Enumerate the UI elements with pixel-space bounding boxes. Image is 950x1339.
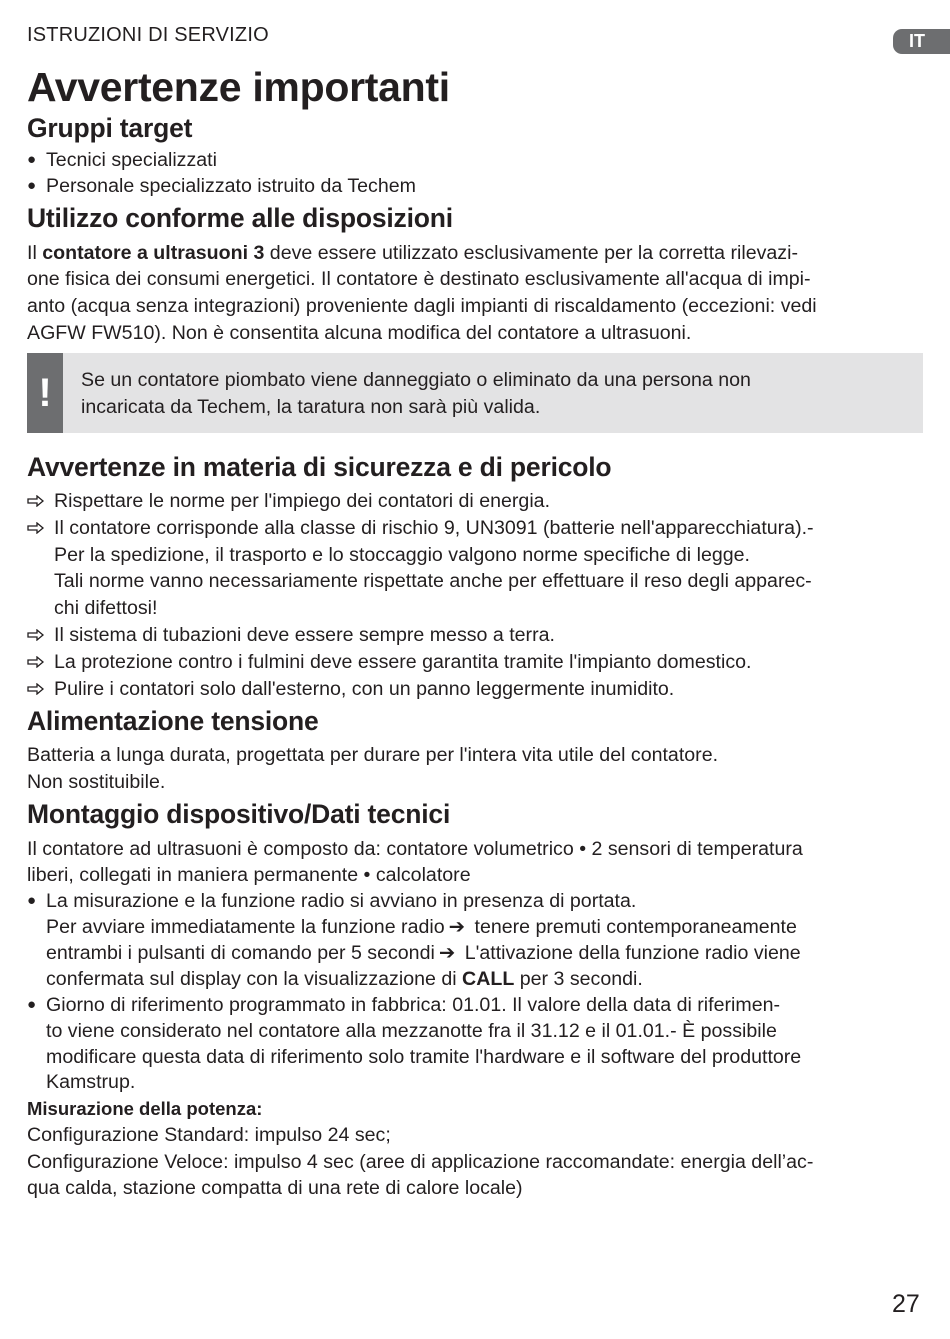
safety-item: La protezione contro i fulmini deve essere garantita tramite l'impianto domestico. — [54, 651, 752, 673]
right-arrow-icon: ➔ — [448, 916, 466, 938]
page-title: Avvertenze importanti — [27, 64, 450, 110]
config-line: Configurazione Veloce: impulso 4 sec (aree di applicazione raccomandate: energia dell’ac- — [27, 1151, 814, 1173]
config-line: qua calda, stazione compatta di una rete di calore locale) — [27, 1177, 523, 1199]
safety-item: Pulire i contatori solo dall'esterno, con un panno leggermente inumidito. — [54, 678, 675, 700]
power-measurement-label: Misurazione della potenza: — [27, 1098, 263, 1119]
mounting-intro-line: Il contatore ad ultrasuoni è composto da: contatore volumetrico • 2 sensori di temperatura — [27, 838, 803, 860]
safety-item-continuation: Tali norme vanno necessariamente rispettate anche per effettuare il reso degli apparec- — [54, 570, 812, 592]
arrow-bullet-icon — [27, 622, 47, 648]
safety-item: Il contatore corrisponde alla classe di rischio 9, UN3091 (batterie nell'apparecchiatura).- — [54, 517, 814, 539]
power-supply-line: Non sostituibile. — [27, 771, 166, 793]
call-label: CALL — [462, 968, 515, 990]
intended-use-line: AGFW FW510). Non è consentita alcuna modifica del contatore a ultrasuoni. — [27, 322, 692, 344]
power-supply-line: Batteria a lunga durata, progettata per durare per l'intera vita utile del contatore. — [27, 744, 719, 766]
bullet-icon: ● — [27, 892, 37, 909]
intended-use-line: Il contatore a ultrasuoni 3 deve essere utilizzato esclusivamente per la corretta rilevazi- — [27, 242, 798, 264]
safety-heading: Avvertenze in materia di sicurezza e di pericolo — [27, 452, 612, 482]
bullet-icon: ● — [27, 151, 37, 168]
arrow-bullet-icon — [27, 515, 47, 541]
safety-item: Il sistema di tubazioni deve essere sempre messo a terra. — [54, 624, 555, 646]
bullet-icon: ● — [27, 177, 37, 194]
mounting-bullet-line: La misurazione e la funzione radio si avviano in presenza di portata. — [46, 890, 637, 912]
arrow-bullet-icon — [27, 649, 47, 675]
config-line: Configurazione Standard: impulso 24 sec; — [27, 1124, 391, 1146]
warning-text-line: Se un contatore piombato viene danneggiato o eliminato da una persona non — [81, 369, 751, 391]
page-header-label: ISTRUZIONI DI SERVIZIO — [27, 24, 269, 46]
arrow-bullet-icon — [27, 488, 47, 514]
mounting-bullet-line: confermata sul display con la visualizzazione di CALL per 3 secondi. — [46, 968, 643, 990]
mounting-bullet-line: to viene considerato nel contatore alla mezzanotte fra il 31.12 e il 01.01.- È possibile — [46, 1020, 777, 1042]
arrow-bullet-icon — [27, 676, 47, 702]
warning-text-line: incaricata da Techem, la taratura non sarà più valida. — [81, 396, 541, 418]
mounting-heading: Montaggio dispositivo/Dati tecnici — [27, 799, 451, 829]
safety-item-continuation: Per la spedizione, il trasporto e lo stoccaggio valgono norme specifiche di legge. — [54, 544, 750, 566]
intended-use-heading: Utilizzo conforme alle disposizioni — [27, 203, 453, 233]
warning-box — [27, 353, 923, 433]
page-number: 27 — [892, 1290, 920, 1318]
right-arrow-icon: ➔ — [438, 942, 456, 964]
warning-exclamation-icon: ! — [27, 353, 63, 433]
intended-use-line: anto (acqua senza integrazioni) proveniente dagli impianti di riscaldamento (eccezioni: vedi — [27, 295, 817, 317]
mounting-bullet-line: entrambi i pulsanti di comando per 5 secondi ➔ L'attivazione della funzione radio viene — [46, 942, 801, 964]
safety-item: Rispettare le norme per l'impiego dei contatori di energia. — [54, 490, 551, 512]
mounting-bullet-line: modificare questa data di riferimento solo tramite l'hardware e il software del produttore — [46, 1046, 802, 1068]
target-group-item: Tecnici specializzati — [46, 149, 217, 171]
target-groups-heading: Gruppi target — [27, 113, 193, 143]
safety-item-continuation: chi difettosi! — [54, 597, 158, 619]
language-badge: IT — [893, 29, 950, 54]
power-supply-heading: Alimentazione tensione — [27, 706, 319, 736]
mounting-intro-line: liberi, collegati in maniera permanente • calcolatore — [27, 864, 471, 886]
mounting-bullet-line: Per avviare immediatamente la funzione radio ➔ tenere premuti contemporaneamente — [46, 916, 797, 938]
bullet-icon: ● — [27, 996, 37, 1013]
target-group-item: Personale specializzato istruito da Techem — [46, 175, 416, 197]
product-name: contatore a ultrasuoni 3 — [42, 242, 265, 264]
mounting-bullet-line: Giorno di riferimento programmato in fabbrica: 01.01. Il valore della data di riferimen- — [46, 994, 781, 1016]
mounting-bullet-line: Kamstrup. — [46, 1071, 136, 1093]
intended-use-line: one fisica dei consumi energetici. Il contatore è destinato esclusivamente all'acqua di impi- — [27, 268, 811, 290]
